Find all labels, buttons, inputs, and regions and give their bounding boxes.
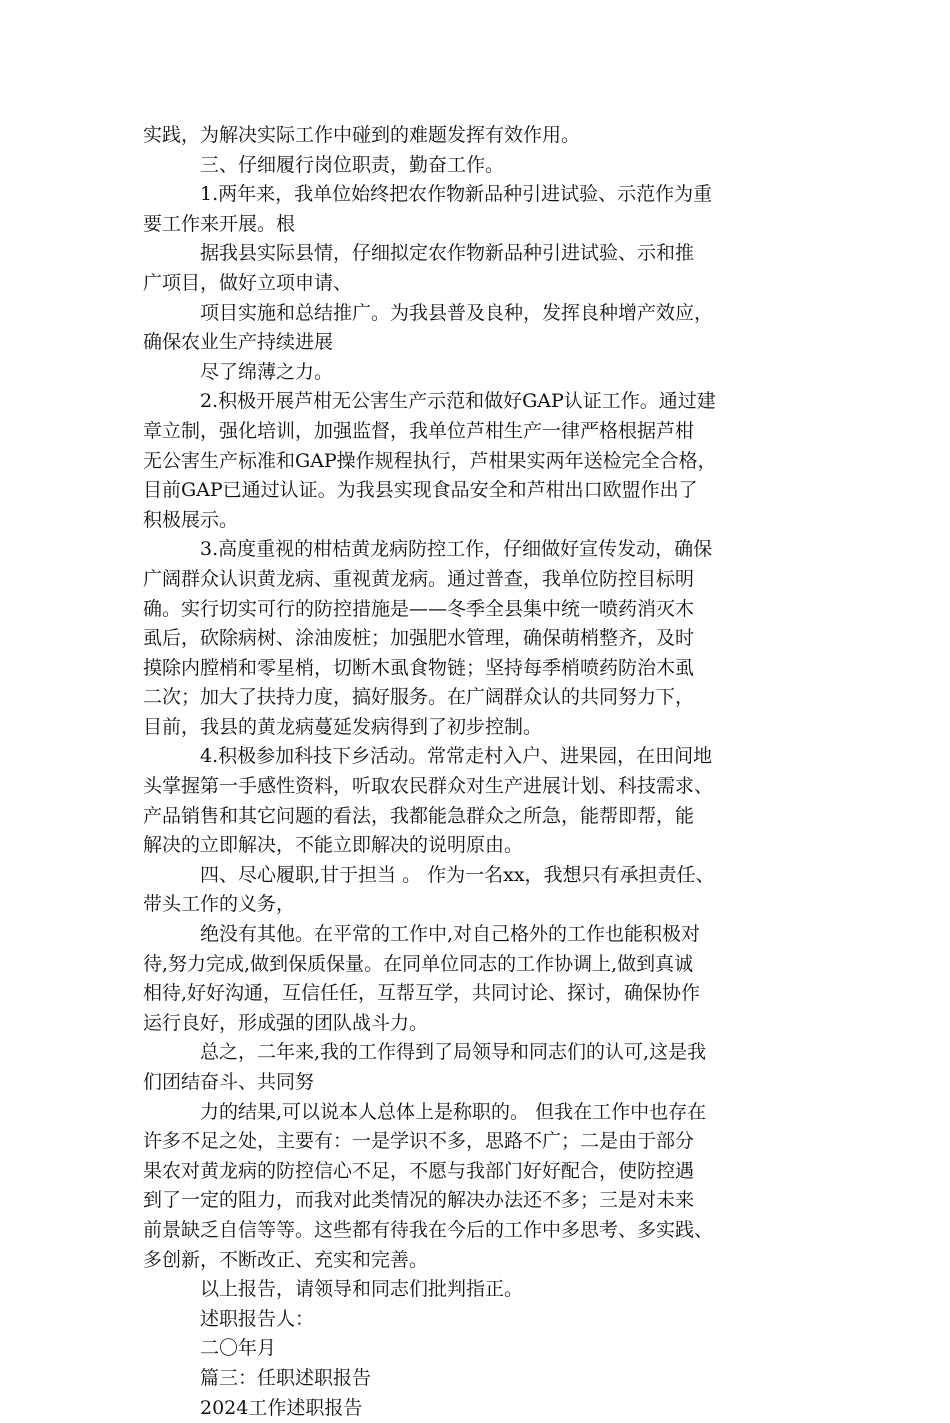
text-line: 1.两年来，我单位始终把农作物新品种引进试验、示范作为重 [200, 183, 713, 206]
text-line: 相待,好好沟通，互信任任，互帮互学，共同讨论、探讨，确保协作 [143, 982, 701, 1005]
text-line: 篇三：任职述职报告 [200, 1366, 372, 1389]
text-line: 广阔群众认识黄龙病、重视黄龙病。通过普查，我单位防控目标明 [143, 567, 695, 590]
text-line: 述职报告人： [200, 1307, 315, 1330]
text-line: 二次；加大了扶持力度，搞好服务。在广阔群众认的共同努力下， [143, 686, 695, 709]
text-line: 4.积极参加科技下乡活动。常常走村入户、进果园，在田间地 [200, 745, 713, 768]
text-line: 尽了绵薄之力。 [200, 360, 334, 383]
text-line: 待,努力完成,做到保质保量。在同单位同志的工作协调上,做到真诚 [143, 952, 694, 975]
text-line: 无公害生产标准和GAP操作规程执行，芦柑果实两年送检完全合格， [143, 449, 717, 472]
text-line: 3.高度重视的柑桔黄龙病防控工作，仔细做好宣传发动，确保 [200, 538, 713, 561]
text-line: 实践，为解决实际工作中碰到的难题发挥有效作用。 [143, 124, 581, 146]
text-line: 头掌握第一手感性资料，听取农民群众对生产进展计划、科技需求、 [143, 775, 714, 798]
text-line: 二〇年月 [200, 1337, 277, 1360]
text-line: 以上报告，请领导和同志们批判指正。 [200, 1278, 524, 1301]
document-body [143, 121, 809, 1423]
text-line: 运行良好，形成强的团队战斗力。 [143, 1011, 429, 1034]
text-line: 力的结果,可以说本人总体上是称职的。 但我在工作中也存在 [200, 1100, 707, 1123]
text-line: 们团结奋斗、共同努 [143, 1071, 315, 1093]
text-line: 解决的立即解决，不能立即解决的说明原由。 [143, 834, 524, 857]
text-line: 广项目，做好立项申请、 [143, 271, 353, 294]
text-line: 摸除内膛梢和零星梢，切断木虱食物链；坚持每季梢喷药防治木虱 [143, 656, 695, 679]
text-line: 总之，二年来,我的工作得到了局领导和同志们的认可,这是我 [200, 1041, 707, 1064]
text-line: 确保农业生产持续进展 [143, 331, 334, 354]
text-line: 积极展示。 [143, 508, 239, 531]
text-line: 果农对黄龙病的防控信心不足，不愿与我部门好好配合，使防控遇 [143, 1159, 695, 1182]
text-line: 带头工作的义务， [143, 893, 296, 916]
text-line: 目前，我县的黄龙病蔓延发病得到了初步控制。 [143, 715, 543, 738]
text-line: 章立制，强化培训，加强监督，我单位芦柑生产一律严格根据芦柑 [143, 419, 695, 442]
text-line: 要工作来开展。根 [143, 212, 296, 235]
text-line: 确。实行切实可行的防控措施是——冬季全县集中统一喷药消灭木 [143, 597, 695, 620]
text-line: 据我县实际县情，仔细拟定农作物新品种引进试验、示和推 [200, 242, 695, 265]
text-line: 前景缺乏自信等等。这些都有待我在今后的工作中多思考、多实践、 [143, 1218, 714, 1241]
text-line: 2.积极开展芦柑无公害生产示范和做好GAP认证工作。通过建 [200, 390, 716, 413]
text-line: 目前GAP已通过认证。为我县实现食品安全和芦柑出口欧盟作出了 [143, 479, 698, 502]
text-line: 虱后，砍除病树、涂油废桩；加强肥水管理，确保萌梢整齐，及时 [143, 627, 695, 650]
text-line: 项目实施和总结推广。为我县普及良种，发挥良种增产效应， [200, 301, 714, 324]
text-line: 2024工作述职报告 [200, 1396, 363, 1419]
text-line: 三、仔细履行岗位职责，勤奋工作。 [200, 153, 505, 176]
text-line: 多创新，不断改正、充实和完善。 [143, 1248, 429, 1271]
text-line: 许多不足之处，主要有：一是学识不多，思路不广；二是由于部分 [143, 1130, 695, 1153]
text-line: 四、尽心履职,甘于担当 。 作为一名xx，我想只有承担责任、 [200, 863, 715, 886]
text-line: 到了一定的阻力，而我对此类情况的解决办法还不多；三是对未来 [143, 1189, 695, 1212]
text-line: 产品销售和其它问题的看法，我都能急群众之所急，能帮即帮，能 [143, 804, 695, 827]
text-line: 绝没有其他。在平常的工作中,对自己格外的工作也能积极对 [200, 923, 701, 946]
